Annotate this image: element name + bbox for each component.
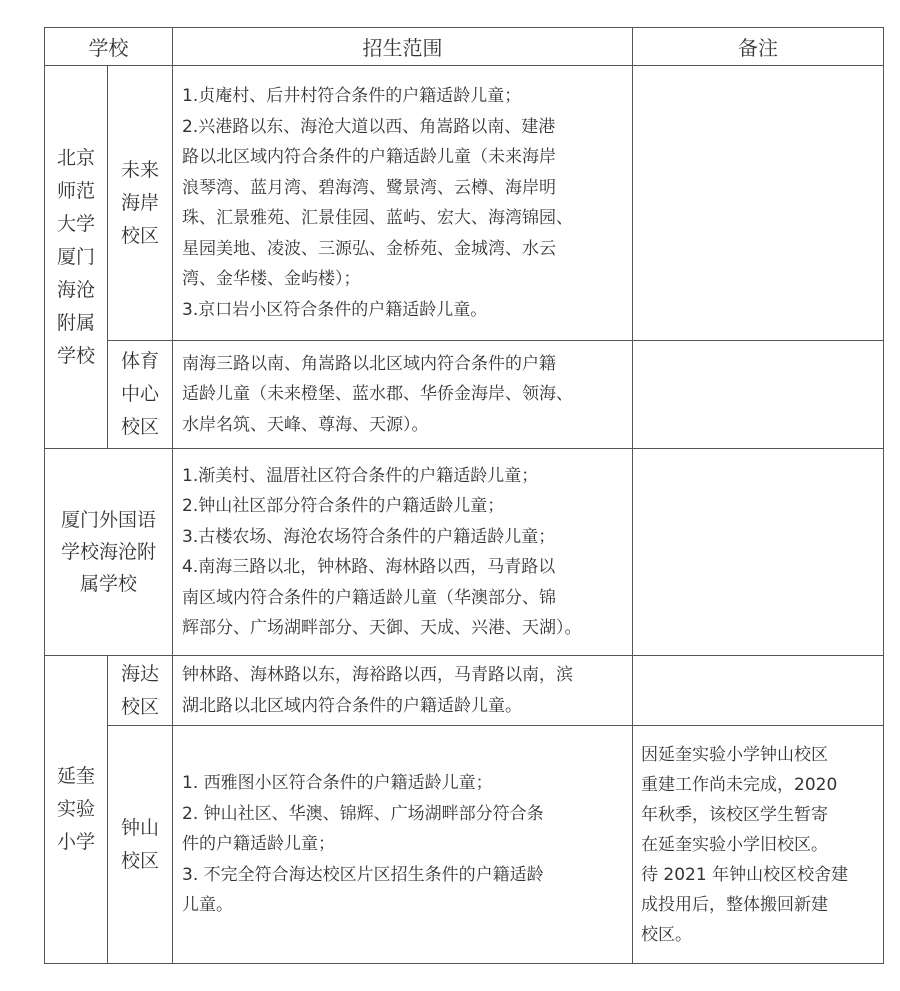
- campus-name-tiyu: 体育 中心 校区: [108, 341, 173, 449]
- scope-haida: 钟林路、海林路以东，海裕路以西，马青路以南，滨 湖北路以北区域内符合条件的户籍适龄儿童。: [173, 656, 633, 726]
- remark-zhongshan: 因延奎实验小学钟山校区 重建工作尚未完成，2020 年秋季，该校区学生暂寄 在延奎实验小学旧校区。 待 2021 年钟山校区校舍建 成投用后，整体搬回新建 校区。: [633, 726, 884, 964]
- scope-weilai: 1.贞庵村、后井村符合条件的户籍适龄儿童； 2.兴港路以东、海沧大道以西、角嵩路以南、建港 路以北区域内符合条件的户籍适龄儿童（未来海岸 浪琴湾、蓝月湾、碧海湾、鹭景湾、云樽、海岸明 珠、汇景雅苑、汇景佳园、蓝屿、宏大、海湾锦园、 星园美地、凌波、三源弘、金桥苑、金城湾、水云 湾、金华楼、金屿楼）； 3.京口岩小区符合条件的户籍适龄儿童。: [173, 66, 633, 341]
- remark-haida: [633, 656, 884, 726]
- header-remark: 备注: [633, 28, 884, 66]
- campus-name-zhongshan: 钟山 校区: [108, 726, 173, 964]
- campus-name-haida: 海达 校区: [108, 656, 173, 726]
- enrollment-table: [44, 27, 884, 964]
- table-row: [45, 341, 884, 449]
- table-row: [45, 656, 884, 726]
- school-name-xfls: 厦门外国语 学校海沧附 属学校: [45, 449, 173, 656]
- table-row: [45, 726, 884, 964]
- remark-tiyu: [633, 341, 884, 449]
- table-row: [45, 66, 884, 341]
- header-school: 学校: [45, 28, 173, 66]
- remark-xfls: [633, 449, 884, 656]
- campus-name-weilai: 未来 海岸 校区: [108, 66, 173, 341]
- school-name-bnu: 北京 师范 大学 厦门 海沧 附属 学校: [45, 66, 108, 449]
- remark-weilai: [633, 66, 884, 341]
- header-row: [45, 28, 884, 66]
- scope-zhongshan: 1. 西雅图小区符合条件的户籍适龄儿童； 2. 钟山社区、华澳、锦辉、广场湖畔部分符合条 件的户籍适龄儿童； 3. 不完全符合海达校区片区招生条件的户籍适龄 儿童。: [173, 726, 633, 964]
- table-row: [45, 449, 884, 656]
- scope-tiyu: 南海三路以南、角嵩路以北区域内符合条件的户籍 适龄儿童（未来橙堡、蓝水郡、华侨金海岸、领海、 水岸名筑、天峰、尊海、天源）。: [173, 341, 633, 449]
- school-name-yk: 延奎 实验 小学: [45, 656, 108, 964]
- header-scope: 招生范围: [173, 28, 633, 66]
- scope-xfls: 1.渐美村、温厝社区符合条件的户籍适龄儿童； 2.钟山社区部分符合条件的户籍适龄儿童； 3.古楼农场、海沧农场符合条件的户籍适龄儿童； 4.南海三路以北，钟林路、海林路以西，马青路以 南区域内符合条件的户籍适龄儿童（华澳部分、锦 辉部分、广场湖畔部分、天御、天成、兴港、天湖）。: [173, 449, 633, 656]
